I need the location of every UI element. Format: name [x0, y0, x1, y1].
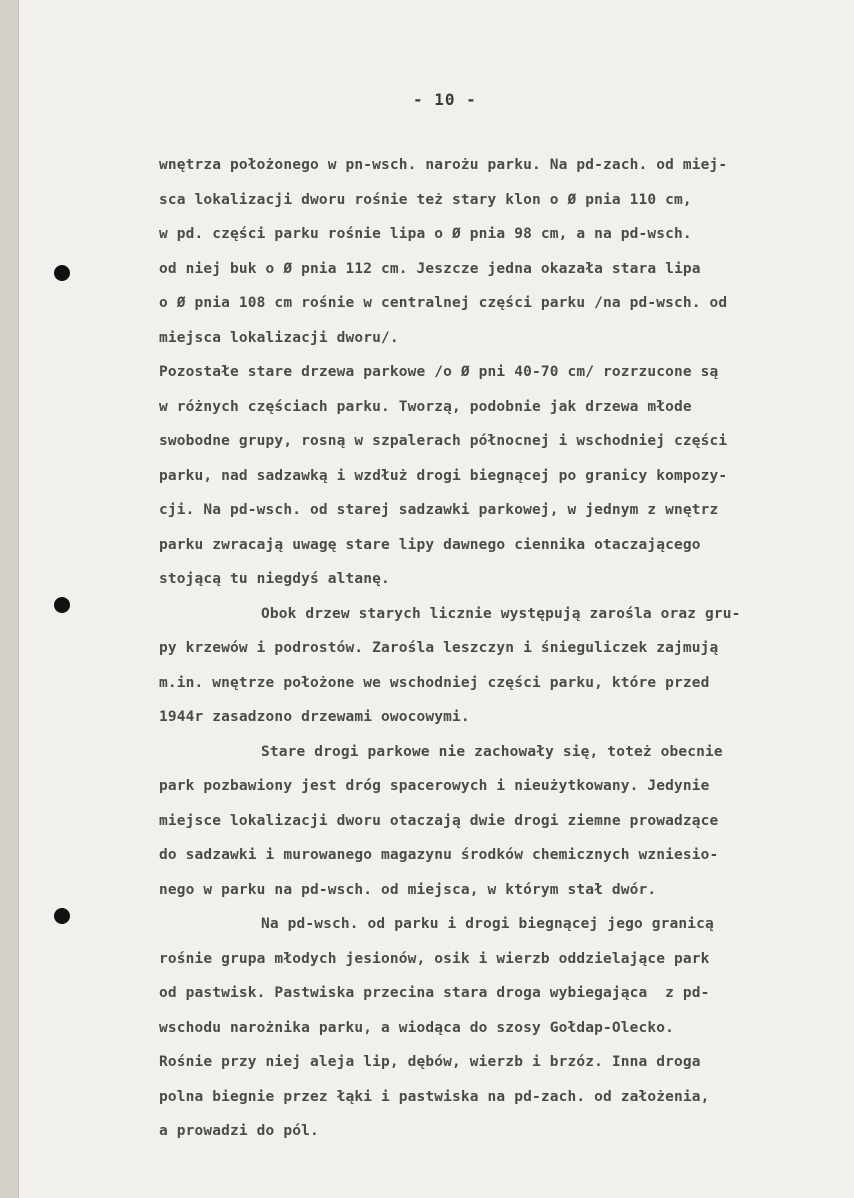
text-line: od pastwisk. Pastwiska przecina stara droga wybiegająca z pd-	[159, 985, 710, 1001]
text-line: parku zwracają uwagę stare lipy dawnego ciennika otaczającego	[159, 536, 701, 553]
text-line: polna biegnie przez łąki i pastwiska na pd-zach. od założenia,	[159, 1088, 710, 1105]
text-line: a prowadzi do pól.	[159, 1123, 319, 1139]
text-line: swobodne grupy, rosną w szpalerach północnej i wschodniej części	[159, 433, 728, 449]
text-line: cji. Na pd-wsch. od starej sadzawki parkowej, w jednym z wnętrz	[159, 502, 719, 518]
text-line: do sadzawki i murowanego magazynu środków chemicznych wzniesio-	[159, 847, 719, 863]
document-page	[18, 0, 854, 1198]
text-line: od niej buk o Ø pnia 112 cm. Jeszcze jedna okazała stara lipa	[159, 260, 701, 277]
text-line: Na pd-wsch. od parku i drogi biegnącej jego granicą	[261, 916, 714, 932]
page-number: - 10 -	[413, 90, 477, 109]
text-line: m.in. wnętrze położone we wschodniej części parku, które przed	[159, 674, 710, 691]
text-line: rośnie grupa młodych jesionów, osik i wierzb oddzielające park	[159, 950, 710, 967]
text-line: w pd. części parku rośnie lipa o Ø pnia 98 cm, a na pd-wsch.	[159, 226, 692, 242]
text-line: Obok drzew starych licznie występują zarośla oraz gru-	[261, 605, 741, 622]
text-line: miejsca lokalizacji dworu/.	[159, 329, 399, 346]
text-line: wnętrza położonego w pn-wsch. narożu parku. Na pd-zach. od miej-	[159, 157, 728, 173]
text-line: stojącą tu niegdyś altanę.	[159, 571, 390, 587]
punch-hole-top	[54, 265, 70, 281]
text-line: Rośnie przy niej aleja lip, dębów, wierzb i brzóz. Inna droga	[159, 1054, 701, 1070]
text-line: wschodu narożnika parku, a wiodąca do szosy Gołdap-Olecko.	[159, 1019, 675, 1036]
punch-hole-bottom	[54, 908, 70, 924]
text-line: parku, nad sadzawką i wzdłuż drogi biegnącej po granicy kompozy-	[159, 467, 728, 484]
punch-hole-middle	[54, 597, 70, 613]
text-line: Pozostałe stare drzewa parkowe /o Ø pni 40-70 cm/ rozrzucone są	[159, 364, 719, 380]
text-line: miejsce lokalizacji dworu otaczają dwie drogi ziemne prowadzące	[159, 812, 719, 829]
text-line: Stare drogi parkowe nie zachowały się, toteż obecnie	[261, 743, 723, 760]
text-line: py krzewów i podrostów. Zarośla leszczyn i śnieguliczek zajmują	[159, 640, 719, 656]
text-line: 1944r zasadzono drzewami owocowymi.	[159, 709, 470, 725]
text-line: w różnych częściach parku. Tworzą, podobnie jak drzewa młode	[159, 398, 692, 415]
text-line: nego w parku na pd-wsch. od miejsca, w którym stał dwór.	[159, 881, 657, 898]
text-line: sca lokalizacji dworu rośnie też stary klon o Ø pnia 110 cm,	[159, 191, 692, 208]
body-text	[159, 148, 849, 1149]
text-line: o Ø pnia 108 cm rośnie w centralnej części parku /na pd-wsch. od	[159, 295, 728, 311]
text-line: park pozbawiony jest dróg spacerowych i nieużytkowany. Jedynie	[159, 778, 710, 794]
